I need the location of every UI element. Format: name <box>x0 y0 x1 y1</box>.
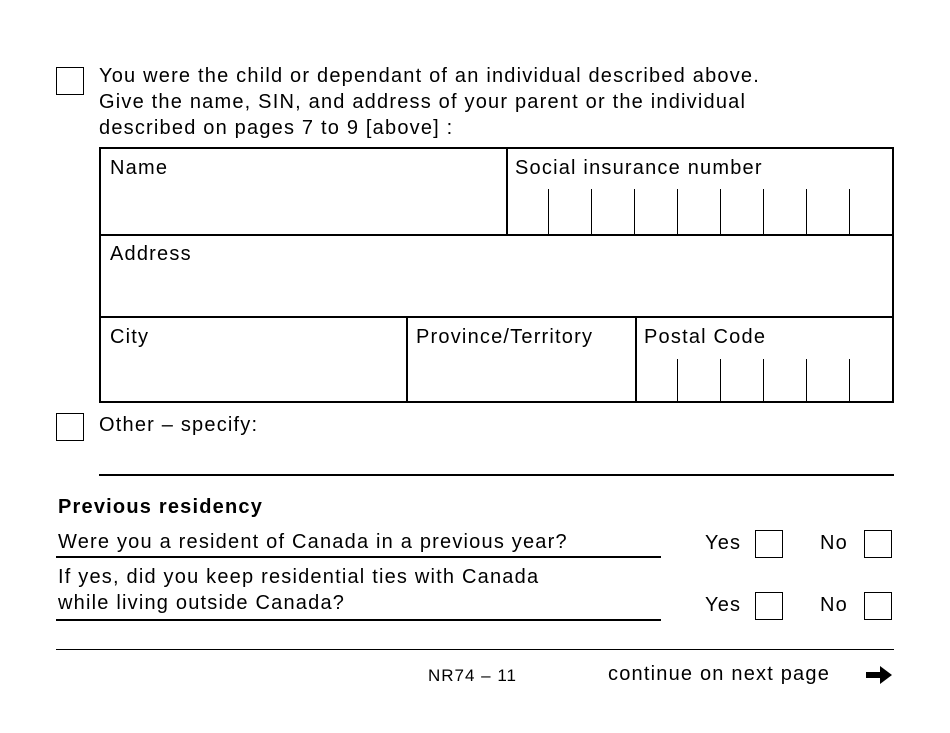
q2-yes-checkbox[interactable] <box>755 592 783 620</box>
postal-code-field[interactable] <box>638 359 891 401</box>
sin-digit-separator <box>677 189 678 235</box>
q1-no-label: No <box>820 532 848 554</box>
sin-digit-separator <box>591 189 592 235</box>
child-dependant-checkbox[interactable] <box>56 67 84 95</box>
other-specify-label: Other – specify: <box>99 414 259 436</box>
question-underline <box>56 556 661 558</box>
q2-no-checkbox[interactable] <box>864 592 892 620</box>
sin-digit-separator <box>849 189 850 235</box>
postal-digit-separator <box>677 359 678 403</box>
parent-info-table <box>99 147 894 403</box>
child-option-text-line2: Give the name, SIN, and address of your parent or the individual <box>99 91 747 113</box>
continue-next-page-text: continue on next page <box>608 663 831 685</box>
q1-yes-checkbox[interactable] <box>755 530 783 558</box>
name-label: Name <box>110 157 169 179</box>
other-checkbox[interactable] <box>56 413 84 441</box>
city-label: City <box>110 326 150 348</box>
footer-divider <box>56 649 894 650</box>
sin-digit-separator <box>720 189 721 235</box>
table-col-divider <box>406 317 408 403</box>
province-field[interactable] <box>409 353 633 401</box>
sin-digit-separator <box>806 189 807 235</box>
sin-digit-separator <box>763 189 764 235</box>
table-col-divider <box>506 149 508 235</box>
table-row-divider <box>101 234 892 236</box>
table-row-divider <box>101 316 892 318</box>
province-label: Province/Territory <box>416 326 594 348</box>
postal-code-label: Postal Code <box>644 326 767 348</box>
table-col-divider <box>635 317 637 403</box>
sin-label: Social insurance number <box>515 157 763 179</box>
arrow-right-icon <box>865 664 893 686</box>
other-specify-underline <box>99 474 894 476</box>
question-underline <box>56 619 661 621</box>
address-label: Address <box>110 243 192 265</box>
resident-previous-year-question: Were you a resident of Canada in a previous year? <box>58 531 568 553</box>
child-option-text-line3: described on pages 7 to 9 [above] : <box>99 117 454 139</box>
postal-digit-separator <box>720 359 721 403</box>
q1-yes-label: Yes <box>705 532 742 554</box>
q2-no-label: No <box>820 594 848 616</box>
sin-digit-separator <box>634 189 635 235</box>
q1-no-checkbox[interactable] <box>864 530 892 558</box>
city-field[interactable] <box>103 353 403 401</box>
previous-residency-heading: Previous residency <box>58 496 264 518</box>
q2-yes-label: Yes <box>705 594 742 616</box>
name-field[interactable] <box>103 183 503 231</box>
postal-digit-separator <box>849 359 850 403</box>
sin-field[interactable] <box>509 189 891 233</box>
address-field[interactable] <box>103 269 891 313</box>
residential-ties-question-line1: If yes, did you keep residential ties with Canada <box>58 566 540 588</box>
residential-ties-question-line2: while living outside Canada? <box>58 592 346 614</box>
other-specify-field[interactable] <box>99 445 894 475</box>
sin-digit-separator <box>548 189 549 235</box>
postal-digit-separator <box>763 359 764 403</box>
page-number: NR74 – 11 <box>428 666 518 685</box>
child-option-text-line1: You were the child or dependant of an individual described above. <box>99 65 761 87</box>
postal-digit-separator <box>806 359 807 403</box>
